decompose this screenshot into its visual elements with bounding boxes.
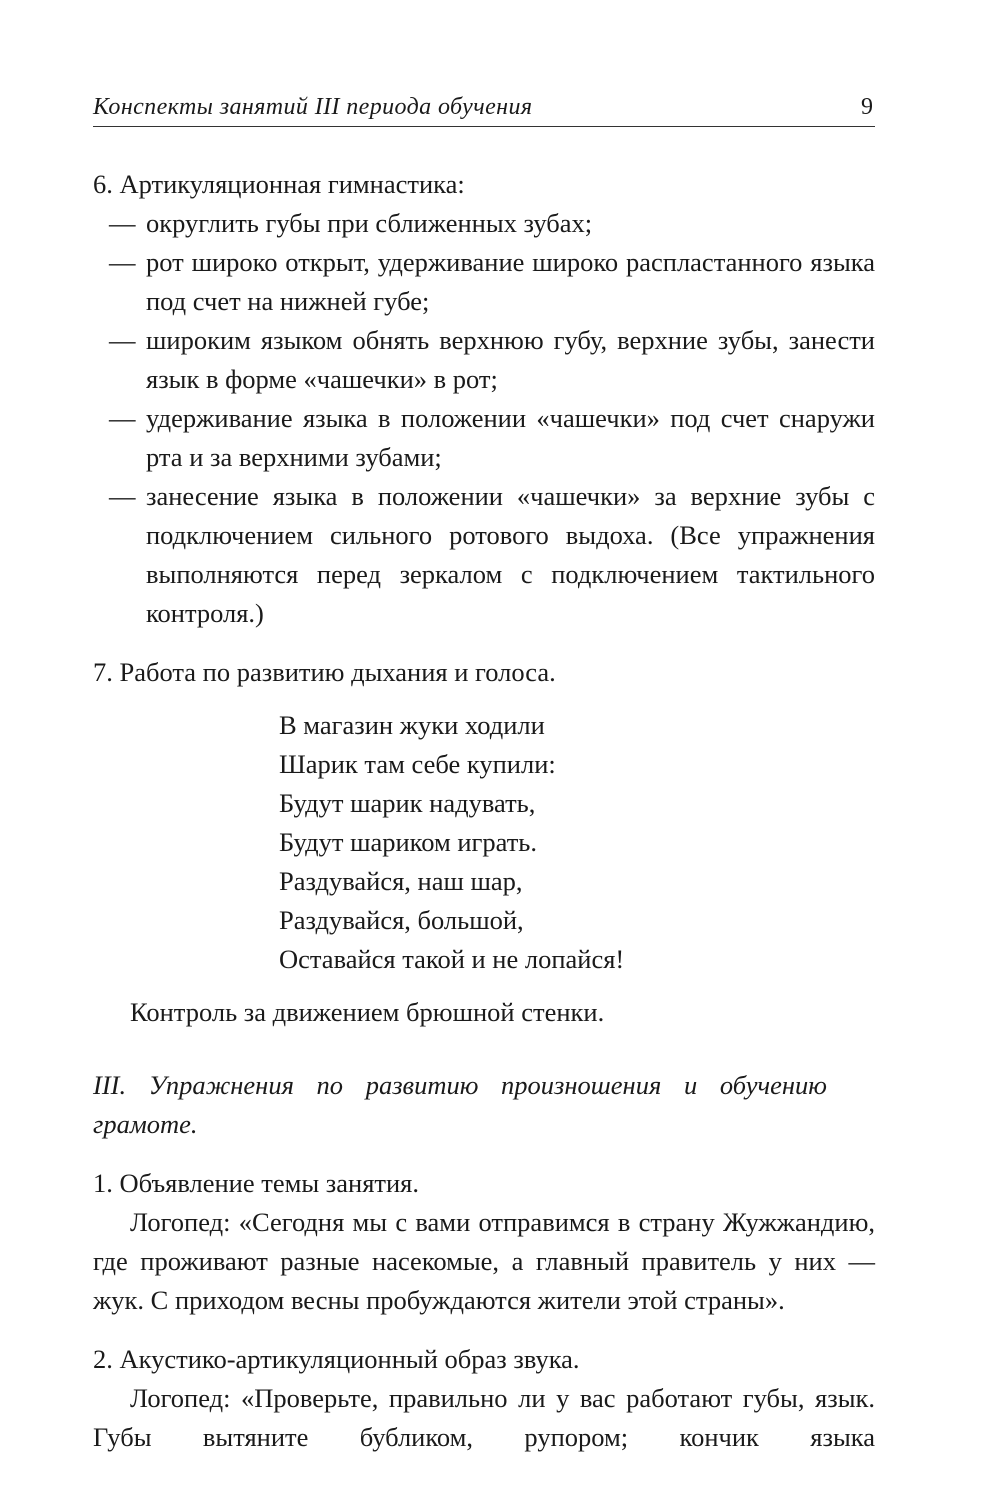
section-3-item-1-heading: 1. Объявление темы занятия.	[93, 1168, 419, 1198]
page-number: 9	[861, 94, 873, 120]
running-header-title: Конспекты занятий III периода обучения	[93, 94, 533, 120]
dash-mark: —	[109, 208, 136, 238]
dash-mark: —	[109, 403, 136, 433]
poem-line: Раздувайся, наш шар,	[279, 866, 523, 896]
page-content	[93, 165, 875, 1457]
list-item: — рот широко открыт, удерживание широко распластанного языка под счет на нижней губе;	[93, 243, 875, 321]
list-item: — округлить губы при сближенных зубах;	[93, 204, 875, 243]
poem-line: Будут шарик надувать,	[279, 788, 536, 818]
breathing-control-note: Контроль за движением брюшной стенки.	[130, 997, 605, 1027]
list-item: — занесение языка в положении «чашечки» за верхние зубы с подключением сильного ротового выдоха. (Все упражнения выполняются перед зеркалом с подключением тактильного контроля.)	[93, 477, 875, 633]
list-item: — широким языком обнять верхнюю губу, верхние зубы, занести язык в форме «чашечки» в рот;	[93, 321, 875, 399]
poem-line: Оставайся такой и не лопайся!	[279, 944, 625, 974]
poem-line: Будут шариком играть.	[279, 827, 538, 857]
poem	[279, 706, 875, 979]
poem-line: Раздувайся, большой,	[279, 905, 524, 935]
poem-line: В магазин жуки ходили	[279, 710, 545, 740]
section-3-item-2-heading: 2. Акустико-артикуляционный образ звука.	[93, 1344, 580, 1374]
poem-line: Шарик там себе купили:	[279, 749, 556, 779]
item-6-heading: 6. Артикуляционная гимнастика:	[93, 169, 465, 199]
dash-mark: —	[109, 325, 136, 355]
running-header	[93, 86, 875, 127]
section-3-item-2-text: Логопед: «Проверьте, правильно ли у вас работают губы, язык. Губы вытяните бубликом, рупором; кончик языка	[93, 1383, 875, 1452]
list-item: — удерживание языка в положении «чашечки» под счет снаружи рта и за верхними зубами;	[93, 399, 875, 477]
articulation-exercise-list	[93, 204, 875, 633]
section-3-item-1-text: Логопед: «Сегодня мы с вами отправимся в страну Жужжандию, где проживают разные насекомые, а главный правитель у них — жук. С приходом весны пробуждаются жители этой страны».	[93, 1207, 875, 1315]
section-3-title: III. Упражнения по развитию произношения и обучению грамоте.	[93, 1070, 827, 1139]
item-7-heading: 7. Работа по развитию дыхания и голоса.	[93, 657, 556, 687]
dash-mark: —	[109, 481, 136, 511]
dash-mark: —	[109, 247, 136, 277]
